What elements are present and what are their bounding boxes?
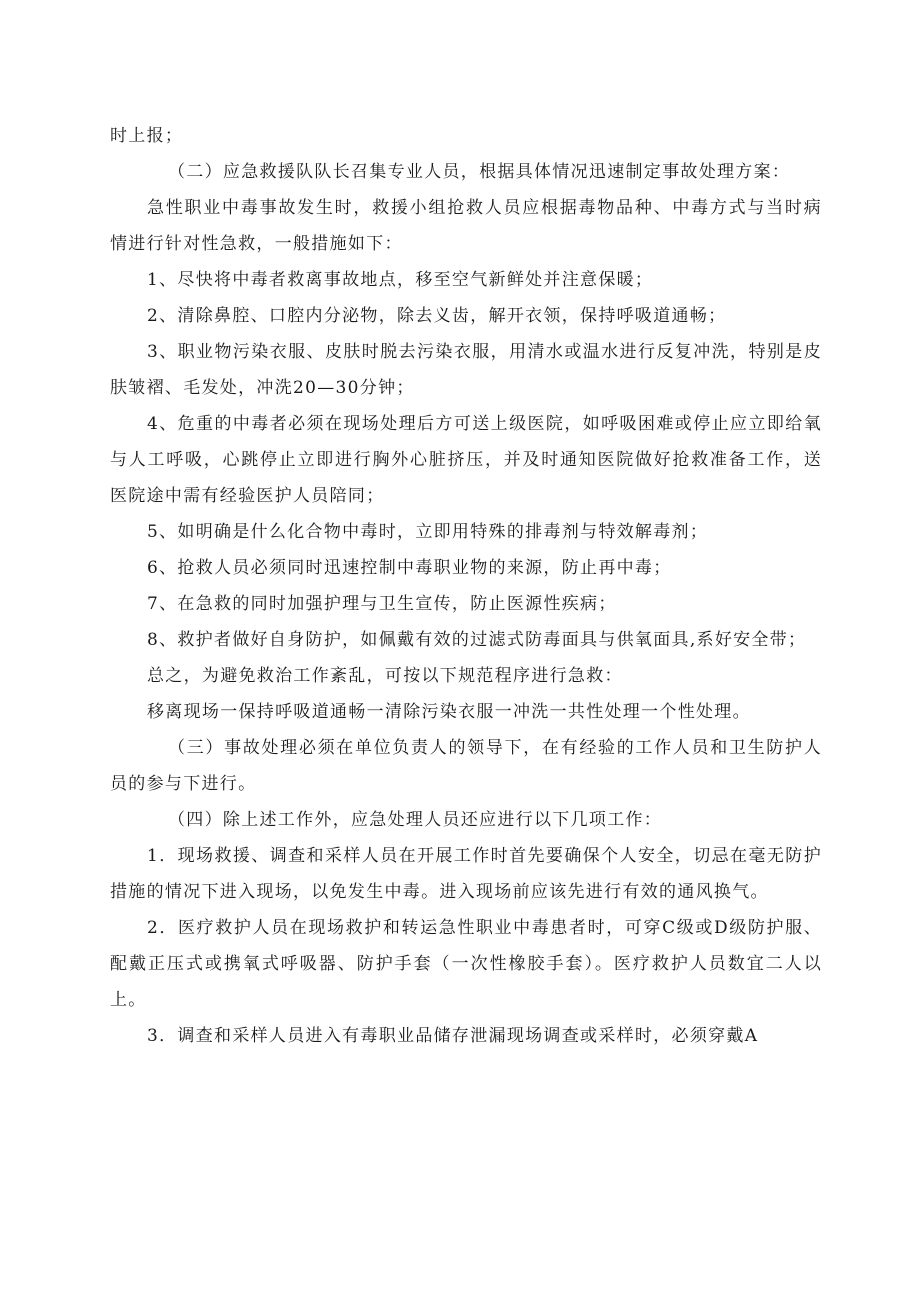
list-item-6: 6、抢救人员必须同时迅速控制中毒职业物的来源，防止再中毒； <box>147 558 672 578</box>
paragraph-section-3: （三）事故处理必须在单位负责人的领导下，在有经验的工作人员和卫生防护人员的参与下进行。 <box>110 738 822 794</box>
paragraph-summary: 总之，为避免救治工作紊乱，可按以下规范程序进行急救： <box>147 666 623 686</box>
paragraph-intro: 急性职业中毒事故发生时，救援小组抢救人员应根据毒物品种、中毒方式与当时病情进行针对性急救，一般措施如下： <box>110 198 822 254</box>
list-item-2: 2、清除鼻腔、口腔内分泌物，除去义齿，解开衣领，保持呼吸道通畅； <box>147 306 727 326</box>
list-item-1: 1、尽快将中毒者救离事故地点，移至空气新鲜处并注意保暖； <box>147 270 654 290</box>
list-item-8: 8、救护者做好自身防护，如佩戴有效的过滤式防毒面具与供氧面具,系好安全带； <box>147 630 807 650</box>
paragraph-section-4: （四）除上述工作外，应急处理人员还应进行以下几项工作： <box>168 810 663 830</box>
work-item-2: 2．医疗救护人员在现场救护和转运急性职业中毒患者时，可穿C级或D级防护服、配戴正压式或携氧式呼吸器、防护手套（一次性橡胶手套）。医疗救护人员数宜二人以上。 <box>110 918 822 1010</box>
paragraph-procedure: 移离现场一保持呼吸道通畅一清除污染衣服一冲洗一共性处理一个性处理。 <box>147 702 751 722</box>
document-body <box>110 118 822 1054</box>
list-item-7: 7、在急救的同时加强护理与卫生宣传，防止医源性疾病； <box>147 594 617 614</box>
work-item-1: 1．现场救援、调查和采样人员在开展工作时首先要确保个人安全，切忌在毫无防护措施的情况下进入现场，以免发生中毒。进入现场前应该先进行有效的通风换气。 <box>110 846 822 902</box>
paragraph-continuation: 时上报； <box>110 126 184 146</box>
paragraph-section-2: （二）应急救援队队长召集专业人员，根据具体情况迅速制定事故处理方案： <box>168 162 791 182</box>
list-item-4: 4、危重的中毒者必须在现场处理后方可送上级医院，如呼吸困难或停止应立即给氧与人工呼吸，心跳停止立即进行胸外心脏挤压，并及时通知医院做好抢救准备工作，送医院途中需有经验医护人员陪同； <box>110 414 822 506</box>
work-item-3: 3．调查和采样人员进入有毒职业品储存泄漏现场调查或采样时，必须穿戴A <box>147 1026 759 1046</box>
list-item-3: 3、职业物污染衣服、皮肤时脱去污染衣服，用清水或温水进行反复冲洗，特别是皮肤皱褶、毛发处，冲洗20—30分钟； <box>110 342 822 398</box>
list-item-5: 5、如明确是什么化合物中毒时，立即用特殊的排毒剂与特效解毒剂； <box>147 522 709 542</box>
